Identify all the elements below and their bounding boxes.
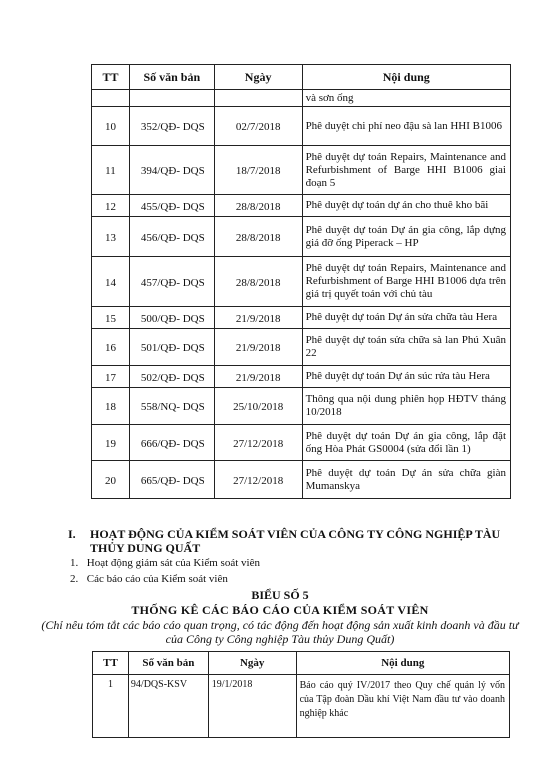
cell-so-van-ban: 457/QĐ- DQS <box>129 257 214 307</box>
cell-tt: 10 <box>92 107 130 146</box>
section-number: I. <box>68 527 76 541</box>
cell-tt: 13 <box>92 217 130 257</box>
cell-tt: 17 <box>92 366 130 388</box>
table-row <box>92 388 511 425</box>
cell-noi-dung: Phê duyệt dự toán Dự án gia công, lắp đặt ống Hòa Phát GS0004 (sửa đổi lần 1) <box>302 425 510 461</box>
cell-ngay: 28/8/2018 <box>214 195 302 217</box>
list-item <box>70 557 260 569</box>
table-row <box>92 146 511 195</box>
cell-noi-dung: Phê duyệt dự toán Dự án gia công, lắp dựng giá đỡ ống Piperack – HP <box>302 217 510 257</box>
cell-noi-dung: Phê duyệt dự toán Dự án súc rửa tàu Hera <box>302 366 510 388</box>
cell-so-van-ban: 558/NQ- DQS <box>129 388 214 425</box>
header-ngay: Ngày <box>214 65 302 90</box>
cell-tt: 19 <box>92 425 130 461</box>
cell-noi-dung: Phê duyệt dự toán Repairs, Maintenance and Refurbishment of Barge HHI B1006 giai đoạn 5 <box>302 146 510 195</box>
table-row <box>92 257 511 307</box>
appendix-note: (Chỉ nêu tóm tắt các báo cáo quan trọng, có tác động đến hoạt động sản xuất kinh doanh và đầu tư của Công ty Công nghiệp Tàu thủy Dung Quất) <box>41 618 519 646</box>
appendix-title: THỐNG KÊ CÁC BÁO CÁO CỦA KIỂM SOÁT VIÊN <box>131 603 429 617</box>
cell-noi-dung: Phê duyệt dự toán Dự án sửa chữa tàu Hera <box>302 307 510 329</box>
header-so-van-ban: Số văn bản <box>129 65 214 90</box>
cell-noi-dung: Phê duyệt dự toán Dự án sửa chữa giàn Mumanskya <box>302 461 510 499</box>
header-noi-dung: Nội dung <box>296 652 509 675</box>
table-row <box>92 307 511 329</box>
list-item-number: 1. <box>70 557 79 569</box>
header-noi-dung: Nội dung <box>302 65 510 90</box>
table-row-continuation <box>92 90 511 107</box>
cell-tt: 20 <box>92 461 130 499</box>
table-header-row <box>92 65 511 90</box>
cell-tt: 18 <box>92 388 130 425</box>
table-row <box>92 461 511 499</box>
cell-ngay: 27/12/2018 <box>214 461 302 499</box>
list-item-label: Hoạt động giám sát của Kiểm soát viên <box>86 557 260 569</box>
header-tt: TT <box>93 652 129 675</box>
cell-ngay: 28/8/2018 <box>214 257 302 307</box>
table-header-row <box>93 652 510 675</box>
cell-so-van-ban: 665/QĐ- DQS <box>129 461 214 499</box>
cell-so-van-ban: 502/QĐ- DQS <box>129 366 214 388</box>
cell-tt: 1 <box>93 675 129 738</box>
header-ngay: Ngày <box>208 652 296 675</box>
cell-ngay: 27/12/2018 <box>214 425 302 461</box>
cell-ngay: 28/8/2018 <box>214 217 302 257</box>
list-item-number: 2. <box>70 573 79 585</box>
cell-tt: 16 <box>92 329 130 366</box>
cell-tt: 15 <box>92 307 130 329</box>
cell-tt: 14 <box>92 257 130 307</box>
cell-ngay: 21/9/2018 <box>214 366 302 388</box>
decisions-table <box>91 64 511 499</box>
header-tt: TT <box>92 65 130 90</box>
cell-ngay: 25/10/2018 <box>214 388 302 425</box>
cell-noi-dung: Phê duyệt chi phí neo đậu sà lan HHI B1006 <box>302 107 510 146</box>
cell-so-van-ban: 94/DQS-KSV <box>128 675 208 738</box>
cell-ngay: 02/7/2018 <box>214 107 302 146</box>
cell-tt: 12 <box>92 195 130 217</box>
cell-ngay: 21/9/2018 <box>214 329 302 366</box>
cell-so-van-ban: 500/QĐ- DQS <box>129 307 214 329</box>
cell-noi-dung: Phê duyệt dự toán Repairs, Maintenance and Refurbishment of Barge HHI B1006 dựa trên giá trị quyết toán với chủ tàu <box>302 257 510 307</box>
cell-so-van-ban: 352/QĐ- DQS <box>129 107 214 146</box>
cell-so-van-ban: 394/QĐ- DQS <box>129 146 214 195</box>
table-row <box>92 366 511 388</box>
cell-ngay: 18/7/2018 <box>214 146 302 195</box>
section-title: HOẠT ĐỘNG CỦA KIỂM SOÁT VIÊN CỦA CÔNG TY CÔNG NGHIỆP TÀU THỦY DUNG QUẤT <box>90 527 501 555</box>
cell-noi-dung: và sơn ống <box>302 90 510 107</box>
cell-so-van-ban: 501/QĐ- DQS <box>129 329 214 366</box>
cell-ngay: 19/1/2018 <box>208 675 296 738</box>
cell-so-van-ban: 456/QĐ- DQS <box>129 217 214 257</box>
table-row <box>93 675 510 738</box>
table-row <box>92 329 511 366</box>
appendix-label: BIỂU SỐ 5 <box>251 588 309 602</box>
header-so-van-ban: Số văn bản <box>128 652 208 675</box>
cell-so-van-ban: 455/QĐ- DQS <box>129 195 214 217</box>
cell-so-van-ban: 666/QĐ- DQS <box>129 425 214 461</box>
list-item <box>70 573 228 585</box>
table-row <box>92 107 511 146</box>
cell-noi-dung: Báo cáo quý IV/2017 theo Quy chế quản lý vốn của Tập đoàn Dầu khí Việt Nam đầu tư vào doanh nghiệp khác <box>296 675 509 738</box>
cell-tt: 11 <box>92 146 130 195</box>
reports-table <box>92 651 510 738</box>
table-row <box>92 425 511 461</box>
cell-noi-dung: Thông qua nội dung phiên họp HĐTV tháng 10/2018 <box>302 388 510 425</box>
table-row <box>92 217 511 257</box>
cell-noi-dung: Phê duyệt dự toán dự án cho thuê kho bãi <box>302 195 510 217</box>
cell-ngay: 21/9/2018 <box>214 307 302 329</box>
cell-noi-dung: Phê duyệt dự toán sửa chữa sà lan Phú Xuân 22 <box>302 329 510 366</box>
table-row <box>92 195 511 217</box>
list-item-label: Các báo cáo của Kiểm soát viên <box>86 573 228 585</box>
